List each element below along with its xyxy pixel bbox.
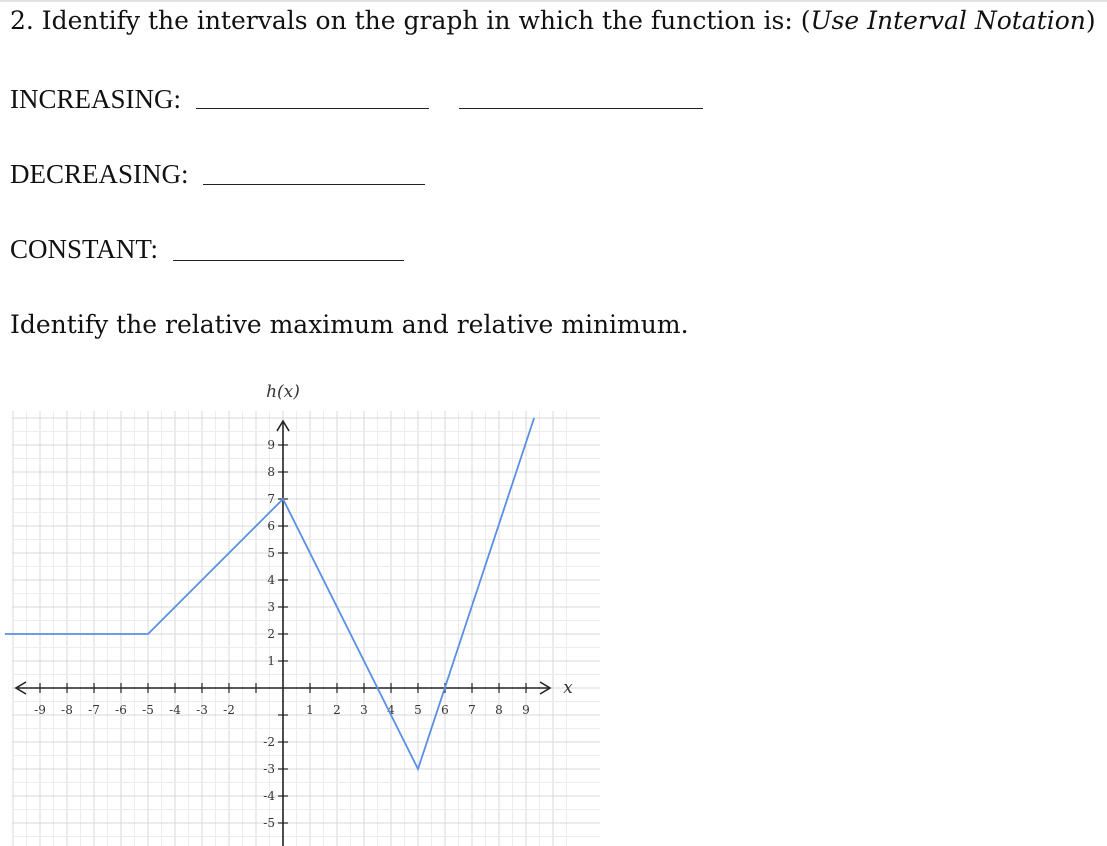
increasing-answer-blank-2[interactable] — [459, 108, 703, 109]
x-tick-label: 6 — [441, 703, 449, 717]
x-tick-label: -9 — [34, 703, 46, 717]
constant-answer-blank[interactable] — [173, 260, 404, 261]
y-tick-label: -3 — [263, 762, 275, 776]
x-tick-label: 4 — [387, 703, 395, 717]
y-tick-label: -4 — [263, 789, 275, 803]
y-tick-label: 5 — [267, 546, 275, 560]
y-tick-label: 8 — [267, 465, 275, 479]
y-tick-label: 2 — [267, 627, 275, 641]
increasing-label: INCREASING: — [10, 84, 182, 114]
extrema-prompt: Identify the relative maximum and relative minimum. — [10, 310, 689, 339]
y-tick-label: -2 — [263, 735, 275, 749]
function-graph — [0, 375, 600, 846]
y-axis-title: h(x) — [266, 382, 300, 402]
x-tick-label: -2 — [223, 703, 235, 717]
x-tick-label: -7 — [88, 703, 100, 717]
y-tick-label: 3 — [267, 600, 275, 614]
x-tick-label: -4 — [169, 703, 181, 717]
interval-notation-note: Use Interval Notation — [810, 6, 1086, 35]
x-tick-label: 3 — [360, 703, 368, 717]
question-note-close: ) — [1085, 6, 1096, 35]
question-title — [10, 4, 1096, 38]
y-tick-label: 7 — [267, 492, 275, 506]
y-tick-label: 6 — [267, 519, 275, 533]
question-text: 2. Identify the intervals on the graph in which the function is: — [10, 6, 793, 35]
decreasing-answer-blank[interactable] — [203, 184, 425, 185]
x-tick-label: 2 — [333, 703, 341, 717]
decreasing-label: DECREASING: — [10, 159, 189, 189]
x-tick-label: -5 — [142, 703, 154, 717]
x-tick-label: -8 — [61, 703, 73, 717]
x-tick-label: 7 — [468, 703, 476, 717]
x-axis-title: x — [563, 678, 573, 698]
x-tick-label: -6 — [115, 703, 127, 717]
increasing-answer-blank-1[interactable] — [196, 108, 429, 109]
y-tick-label: -5 — [263, 816, 275, 830]
grid-lines — [12, 411, 600, 846]
x-tick-label: 1 — [306, 703, 314, 717]
x-tick-label: 9 — [522, 703, 530, 717]
top-rule — [0, 0, 1107, 2]
x-tick-label: 8 — [495, 703, 503, 717]
y-tick-label: 9 — [267, 438, 275, 452]
constant-label: CONSTANT: — [10, 234, 158, 264]
y-tick-label: 1 — [267, 654, 275, 668]
y-tick-label: 4 — [267, 573, 275, 587]
x-tick-label: -3 — [196, 703, 208, 717]
x-tick-label: 5 — [414, 703, 422, 717]
question-note-open: ( — [792, 6, 811, 35]
